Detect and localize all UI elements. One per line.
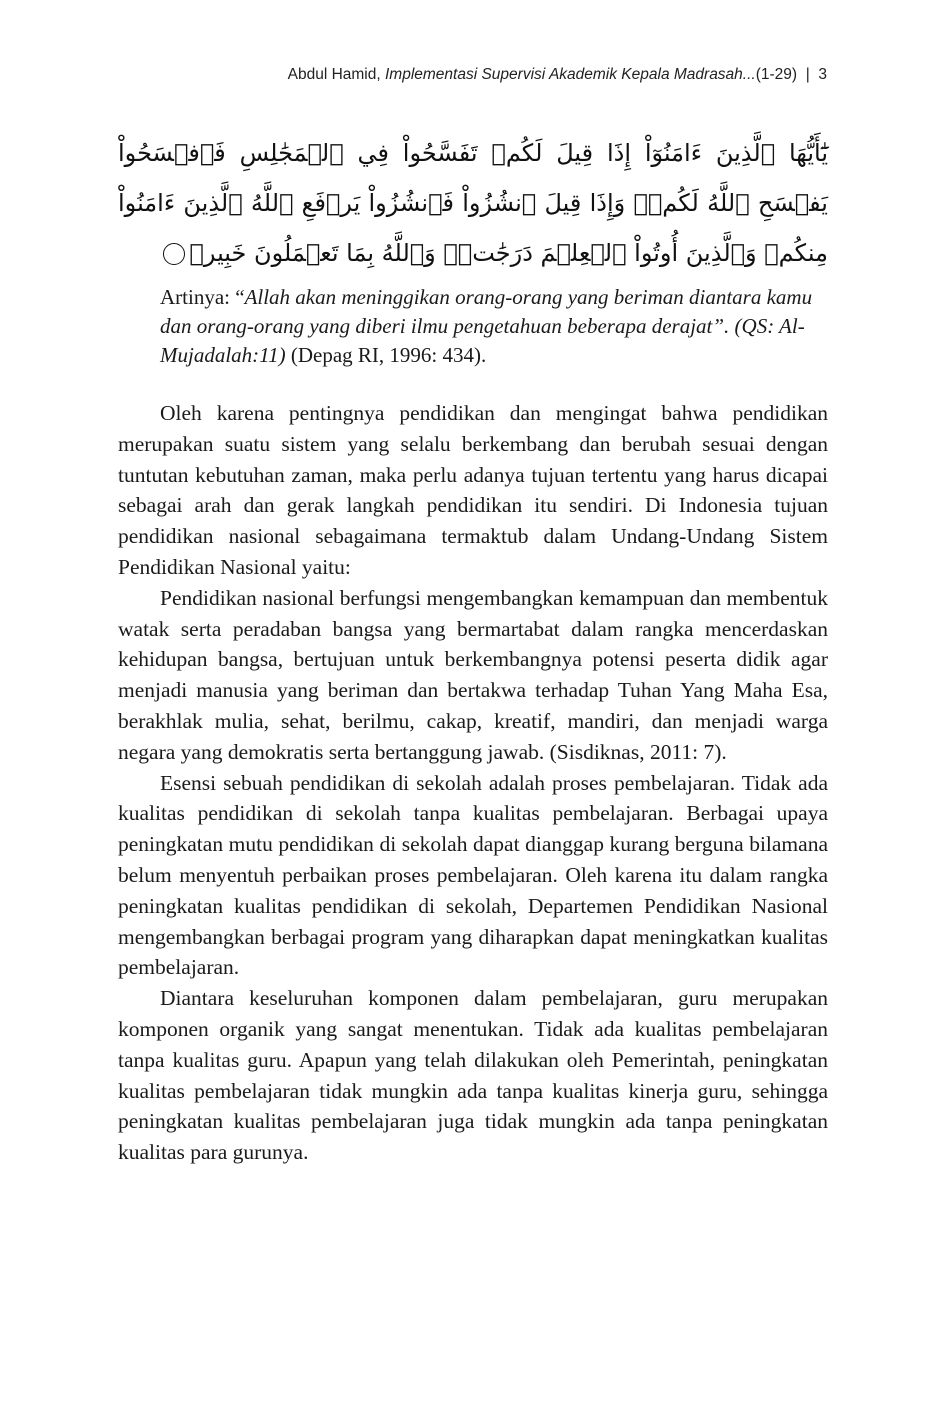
paragraph-4: Diantara keseluruhan komponen dalam pembelajaran, guru merupakan komponen organik yang sangat menentukan. Tidak ada kualitas pembelajaran tanpa kualitas guru. Apapun yang telah dilakukan oleh Pemerintah, peningkatan kualitas pembelajaran tidak mungkin ada tanpa kualitas kinerja guru, sehingga peningkatan kualitas pembelajaran juga tidak mungkin ada tanpa peningkatan kualitas para gurunya. <box>118 986 828 1165</box>
header-author: Abdul Hamid, <box>287 66 385 83</box>
ayah-end-icon <box>163 243 185 265</box>
translation-citation: (Depag RI, 1996: 434). <box>285 343 487 367</box>
paragraph-2: Pendidikan nasional berfungsi mengembangkan kemampuan dan membentuk watak serta peradaban bangsa yang bermartabat dalam rangka mencerdaskan kehidupan bangsa, bertujuan untuk berkembangnya potensi peserta didik agar menjadi manusia yang beriman dan bertakwa terhadap Tuhan Yang Maha Esa, berakhlak mulia, sehat, berilmu, cakap, kreatif, mandiri, dan menjadi warga negara yang demokratis serta bertanggung jawab. (Sisdiknas, 2011: 7). <box>118 585 828 764</box>
translation-text: Allah akan meninggikan orang-orang yang beriman diantara kamu dan orang-orang yang diberi ilmu pengetahuan beberapa derajat”. (QS: Al-Mujadalah:11) <box>160 285 813 367</box>
quran-verse <box>118 128 828 278</box>
header-pages: (1-29) <box>755 66 798 83</box>
quran-verse-text: يَٰٓأَيُّهَا ٱلَّذِينَ ءَامَنُوٓاْ إِذَا قِيلَ لَكُمۡ تَفَسَّحُواْ فِي ٱلۡمَجَٰلِسِ فَٱفۡسَحُواْ يَفۡسَحِ ٱللَّهُ لَكُمۡۖ وَإِذَا قِيلَ ٱنشُزُواْ فَٱنشُزُواْ يَرۡفَعِ ٱللَّهُ ٱلَّذِينَ ءَامَنُواْ مِنكُمۡ وَٱلَّذِينَ أُوتُواْ ٱلۡعِلۡمَ دَرَجَٰتٖۚ وَٱللَّهُ بِمَا تَعۡمَلُونَ خَبِيرٞ <box>118 139 828 267</box>
header-title: Implementasi Supervisi Akademik Kepala Madrasah... <box>384 66 756 83</box>
header-separator: | <box>805 66 810 83</box>
paragraph-3: Esensi sebuah pendidikan di sekolah adalah proses pembelajaran. Tidak ada kualitas pendidikan di sekolah tanpa kualitas pembelajaran. Berbagai upaya peningkatan mutu pendidikan di sekolah dapat dianggap kurang berguna bilamana belum menyentuh perbaikan proses pembelajaran. Oleh karena itu dalam rangka peningkatan kualitas pendidikan di sekolah, Departemen Pendidikan Nasional mengembangkan berbagai program yang diharapkan dapat meningkatkan kualitas pembelajaran. <box>118 770 828 980</box>
translation-label: Artinya: “ <box>160 285 245 309</box>
running-header <box>288 66 827 84</box>
paragraph-1: Oleh karena pentingnya pendidikan dan mengingat bahwa pendidikan merupakan suatu sistem yang selalu berkembang dan berubah sesuai dengan tuntutan kebutuhan zaman, maka perlu adanya tujuan tertentu yang harus dicapai sebagai arah dan gerak langkah pendidikan itu sendiri. Di Indonesia tujuan pendidikan nasional sebagaimana termaktub dalam Undang-Undang Sistem Pendidikan Nasional yaitu: <box>118 401 828 579</box>
page-number: 3 <box>818 66 827 83</box>
body-text <box>118 398 828 1168</box>
verse-translation <box>160 283 828 370</box>
